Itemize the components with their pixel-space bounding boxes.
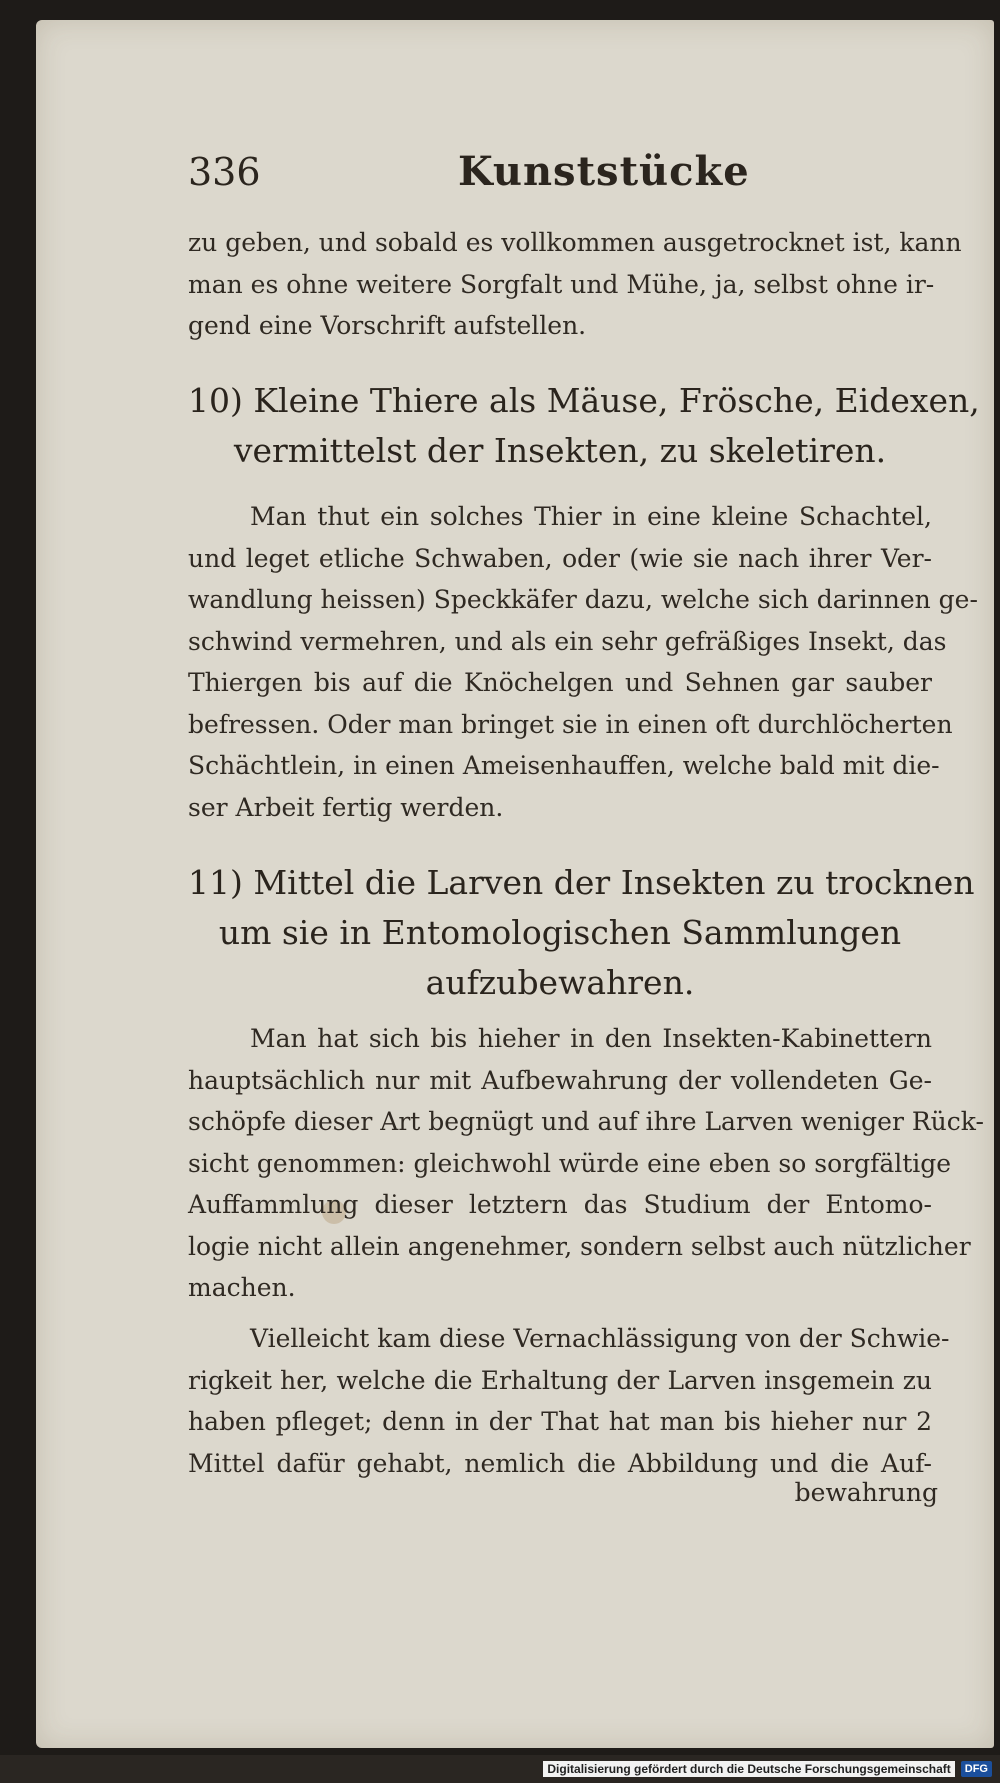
text-line: Vielleicht kam diese Vernachlässigung von der Schwie- [250,1324,950,1353]
text-line: hauptsächlich nur mit Aufbewahrung der vollendeten Ge- [188,1065,932,1095]
heading-line: um sie in Entomologischen Sammlungen [218,913,902,952]
heading-line: aufzubewahren. [425,963,695,1002]
heading [188,858,975,1008]
text-line: Schächtlein, in einen Ameisenhauffen, welche bald mit die- [188,751,940,780]
text-line: zu geben, und sobald es vollkommen ausgetrocknet ist, kann [188,228,962,257]
catchword: bewahrung [794,1478,938,1507]
paragraph [188,222,962,347]
funding-credit: Digitalisierung gefördert durch die Deutsche Forschungsgemeinschaft [543,1761,954,1777]
text-line: machen. [188,1273,296,1302]
text-line: ser Arbeit fertig werden. [188,792,504,822]
heading-line: 11) Mittel die Larven der Insekten zu trocknen [188,863,975,902]
digitization-footer [543,1759,992,1779]
text-line: Thiergen bis auf die Knöchelgen und Sehnen gar sauber [188,668,932,697]
text-line: Man hat sich bis hieher in den Insekten-Kabinettern [250,1024,932,1053]
text-line: logie nicht allein angenehmer, sondern selbst auch nützlicher [188,1231,971,1261]
top-paragraph [188,222,962,347]
text-line: schöpfe dieser Art begnügt und auf ihre Larven weniger Rück- [188,1107,984,1136]
text-line: rigkeit her, welche die Erhaltung der Larven insgemein zu [188,1365,932,1395]
dfg-logo-icon: DFG [961,1761,992,1777]
running-title: Kunststücke [458,148,750,195]
paragraph [188,1318,950,1484]
text-line: man es ohne weitere Sorgfalt und Mühe, ja, selbst ohne ir- [188,269,935,299]
text-line: und leget etliche Schwaben, oder (wie sie nach ihrer Ver- [188,543,932,573]
paragraph [188,496,978,828]
page-header [188,150,928,210]
paragraph [188,1018,984,1309]
section-11-paragraph-1 [188,1018,984,1309]
text-line: Mittel dafür gehabt, nemlich die Abbildung und die Auf- [188,1448,932,1478]
text-line: Man thut ein solches Thier in eine kleine Schachtel, [250,502,932,531]
text-line: haben pfleget; denn in der That hat man bis hieher nur 2 [188,1407,932,1436]
text-line: Auffammlung dieser letztern das Studium der Entomo- [188,1190,932,1219]
heading-line: vermittelst der Insekten, zu skeletiren. [233,431,887,470]
heading [188,376,980,476]
section-11-paragraph-2 [188,1318,950,1484]
text-line: schwind vermehren, und als ein sehr gefräßiges Insekt, das [188,626,947,656]
section-10-body [188,496,978,828]
text-line: befressen. Oder man bringet sie in einen oft durchlöcherten [188,709,953,739]
text-line: wandlung heissen) Speckkäfer dazu, welche sich darinnen ge- [188,585,978,614]
page-number: 336 [188,150,261,194]
text-line: sicht genommen: gleichwohl würde eine eben so sorgfältige [188,1148,952,1178]
section-11-heading [188,858,975,1008]
text-line: gend eine Vorschrift aufstellen. [188,311,587,340]
heading-line: 10) Kleine Thiere als Mäuse, Frösche, Eidexen, [188,381,980,420]
section-10-heading [188,376,980,476]
